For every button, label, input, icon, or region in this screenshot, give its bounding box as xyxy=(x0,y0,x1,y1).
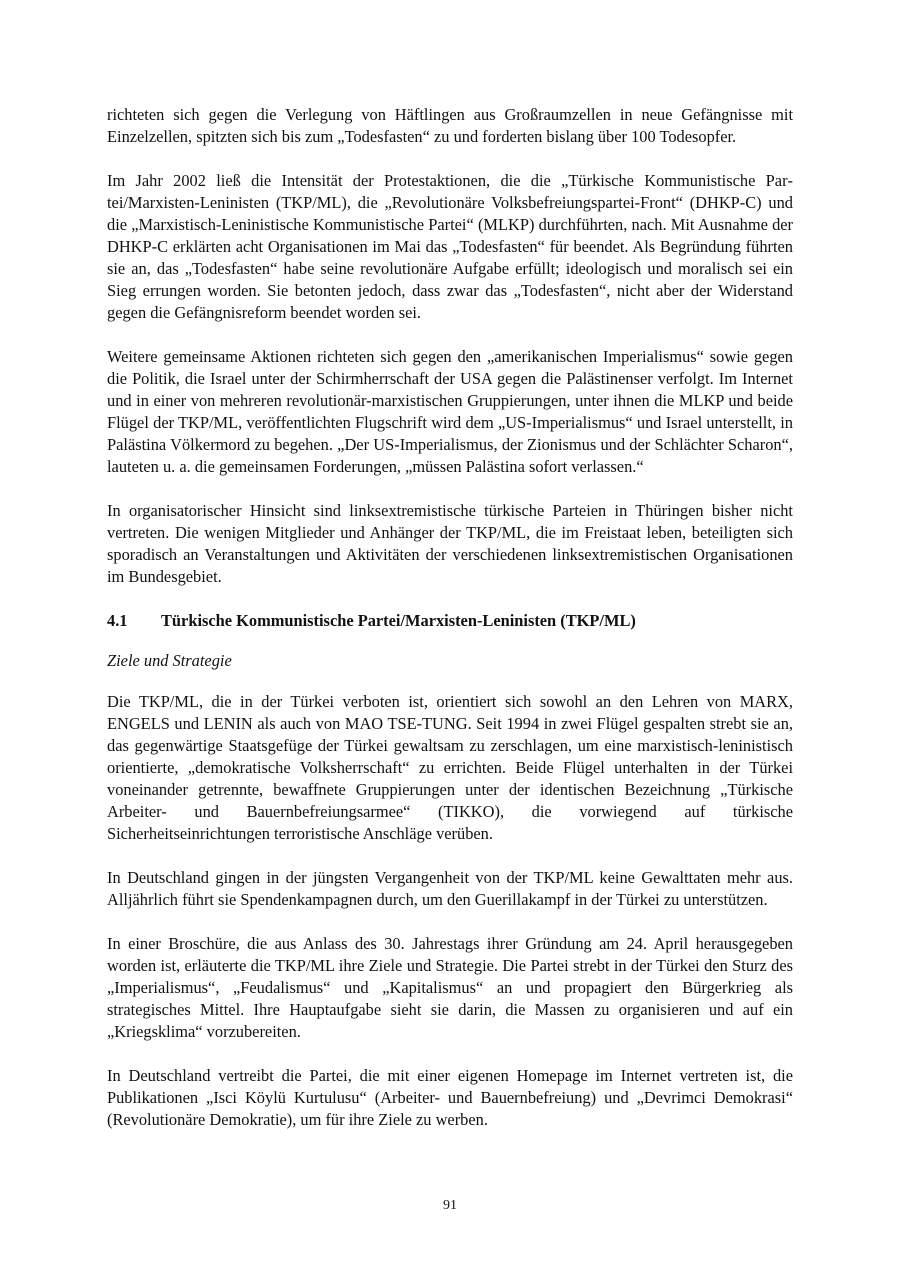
paragraph-prison-protests: richteten sich gegen die Verlegung von Häftlingen aus Großraumzellen in neue Gefängnisse mit Einzelzellen, spitzten sich bis zum „Todesfasten“ zu und forderten bislang über 100 Todesopfer. xyxy=(107,105,793,146)
section-title: Türkische Kommunistische Partei/Marxisten-Leninisten (TKP/ML) xyxy=(161,611,636,630)
document-page xyxy=(107,104,793,1153)
paragraph-protest-intensity: Im Jahr 2002 ließ die Intensität der Protestaktionen, die die „Türkische Kommunistische Partei/Marxisten-Leninisten (TKP/ML), die „Revolutionäre Volksbefreiungspartei-Front“ (DHKP-C) und die „Marxistisch-Leninistische Kommunistische Partei“ (MLKP) durchführten, nach. Mit Ausnahme der DHKP-C erklärten acht Organisationen im Mai das „Todesfasten“ für beendet. Als Begründung führten sie an, das „Todesfasten“ habe seine revolutionäre Aufgabe erfüllt; ideologisch und moralisch sei ein Sieg errungen worden. Sie betonten jedoch, dass zwar das „Todesfasten“, nicht aber der Widerstand gegen die Gefängnisreform beendet worden sei. xyxy=(107,171,793,322)
page-number: 91 xyxy=(443,1198,457,1213)
paragraph-publications: In Deutschland vertreibt die Partei, die mit einer eigenen Homepage im Internet vertreten ist, die Publikationen „Isci Köylü Kurtulusu“ (Arbeiter- und Bauernbefreiung) und „Devrimci Demokrasi“ (Revolutionäre Demokratie), um für ihre Ziele zu werben. xyxy=(107,1066,793,1129)
subheading: Ziele und Strategie xyxy=(107,651,232,670)
section-number: 4.1 xyxy=(107,611,128,630)
paragraph-brochure: In einer Broschüre, die aus Anlass des 30. Jahrestags ihrer Gründung am 24. April herausgegeben worden ist, erläuterte die TKP/ML ihre Ziele und Strategie. Die Partei strebt in der Türkei den Sturz des „Imperialismus“, „Feudalismus“ und „Kapitalismus“ an und propagiert den Bürgerkrieg als strategisches Mittel. Ihre Hauptaufgabe sieht sie darin, die Massen zu organisieren und auf ein „Kriegsklima“ vorzubereiten. xyxy=(107,934,793,1041)
paragraph-organisation-thuringia: In organisatorischer Hinsicht sind linksextremistische türkische Parteien in Thüringen bisher nicht vertreten. Die wenigen Mitglieder und Anhänger der TKP/ML, die im Freistaat leben, beteiligten sich sporadisch an Veranstaltungen und Aktivitäten der verschiedenen linksextremistischen Organisationen im Bundesgebiet. xyxy=(107,501,793,586)
section-heading xyxy=(107,610,793,632)
paragraph-joint-actions: Weitere gemeinsame Aktionen richteten sich gegen den „amerikanischen Imperialismus“ sowie gegen die Politik, die Israel unter der Schirmherrschaft der USA gegen die Palästinenser verfolgt. Im Internet und in einer von mehreren revolutionär-marxistischen Gruppierungen, unter ihnen die MLKP und beide Flügel der TKP/ML, veröffentlichten Flugschrift wird dem „US-Imperialismus“ und Israel unterstellt, in Palästina Völkermord zu begehen. „Der US-Imperialismus, der Zionismus und der Schlächter Scharon“, lauteten u. a. die gemeinsamen Forderungen, „müssen Palästina sofort verlassen.“ xyxy=(107,347,793,476)
paragraph-germany-activity: In Deutschland gingen in der jüngsten Vergangenheit von der TKP/ML keine Gewalttaten mehr aus. Alljährlich führt sie Spendenkampagnen durch, um den Guerillakampf in der Türkei zu unterstützen. xyxy=(107,868,793,909)
paragraph-tkp-ideology: Die TKP/ML, die in der Türkei verboten ist, orientiert sich sowohl an den Lehren von MARX, ENGELS und LENIN als auch von MAO TSE-TUNG. Seit 1994 in zwei Flügel gespalten strebt sie an, das gegenwärtige Staatsgefüge der Türkei gewaltsam zu zerschlagen, um eine marxistisch-leninistisch orientierte, „demokratische Volksherrschaft“ zu errichten. Beide Flügel unterhalten in der Türkei voneinander getrennte, bewaffnete Gruppierungen unter der identischen Bezeichnung „Türkische Arbeiter- und Bauernbefreiungsarmee“ (TIKKO), die vorwiegend auf türkische Sicherheitseinrichtungen terroristische Anschläge verüben. xyxy=(107,692,793,843)
